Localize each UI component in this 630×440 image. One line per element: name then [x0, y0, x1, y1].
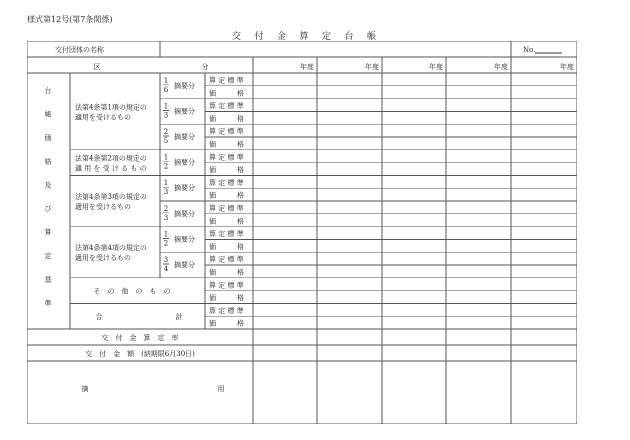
fraction-suffix: 摘要分	[174, 209, 195, 218]
fraction-denominator: 6	[163, 85, 169, 94]
section-label-bun: 分	[201, 63, 209, 71]
row-label-standard: 算 定 標 準	[209, 76, 244, 85]
row-label-price: 価 格	[209, 319, 244, 328]
vertical-label-char: 台	[44, 87, 52, 95]
ledger-table	[27, 41, 577, 424]
fraction-suffix: 摘要分	[174, 107, 195, 116]
fraction-denominator: 2	[163, 239, 169, 248]
row-label-price: 価 格	[209, 114, 244, 123]
vertical-label-char: 算	[44, 228, 52, 237]
vertical-label-char: 帳	[44, 110, 52, 119]
year-header: 年度	[560, 63, 574, 71]
fraction-numerator: 1	[163, 102, 169, 111]
remarks-label-second: 用	[217, 385, 225, 393]
group-label-line2: 適 用 を 受 け る も の	[75, 164, 147, 173]
group-label-line1: 法第4条第1項の規定の	[75, 103, 147, 112]
year-header: 年度	[429, 63, 443, 71]
row-label-standard: 算 定 標 準	[209, 306, 244, 315]
vertical-label-char: 価	[44, 134, 52, 143]
row-label-standard: 算 定 標 準	[209, 204, 244, 213]
total-label-second: 計	[175, 313, 183, 322]
total-label-first: 合	[95, 313, 103, 322]
vertical-label-char: び	[44, 205, 52, 213]
org-name-label: 交付団体の名称	[55, 46, 104, 54]
fraction-numerator: 1	[163, 76, 169, 85]
row-label-price: 価 格	[209, 217, 244, 226]
fraction-denominator: 3	[163, 213, 169, 222]
fraction-denominator: 4	[163, 265, 169, 273]
fraction-denominator: 3	[163, 188, 169, 197]
fraction-numerator: 1	[163, 153, 169, 162]
fraction-numerator: 2	[163, 204, 169, 213]
form-number: 様式第12号(第7条関係)	[27, 15, 113, 24]
row-label-standard: 算 定 標 準	[209, 127, 244, 136]
row-label-price: 価 格	[209, 140, 244, 149]
row-label-price: 価 格	[209, 268, 244, 277]
fraction-denominator: 2	[163, 162, 169, 171]
fraction-suffix: 摘要分	[174, 133, 195, 141]
group-label-line1: 法第4条第4項の規定の	[75, 244, 147, 253]
row-label-standard: 算 定 標 準	[209, 102, 244, 111]
no-label: No.	[523, 46, 536, 54]
fraction-numerator: 1	[163, 230, 169, 239]
group-label-line1: 法第4条第3項の規定の	[75, 193, 147, 201]
row-label-price: 価 格	[209, 242, 244, 251]
row-label-standard: 算 定 標 準	[209, 153, 244, 162]
vertical-label-char: 準	[44, 299, 52, 308]
row-label-standard: 算 定 標 準	[209, 255, 244, 264]
remarks-label-first: 摘	[81, 385, 89, 393]
fraction-numerator: 3	[163, 256, 169, 264]
year-header: 年度	[365, 63, 379, 71]
fraction-suffix: 摘要分	[174, 81, 195, 90]
fraction-suffix: 摘要分	[174, 184, 195, 193]
others-label: そ の 他 の も の	[93, 287, 171, 296]
row-label-standard: 算 定 標 準	[209, 178, 244, 187]
row-label-price: 価 格	[209, 166, 244, 175]
fraction-denominator: 3	[163, 111, 169, 120]
group-label-line1: 法第4条第2項の規定の	[75, 154, 147, 163]
row-label-standard: 算 定 標 準	[209, 281, 244, 290]
amount-label: 交 付 金 額 (納期限6月30日)	[85, 350, 195, 358]
row-label-price: 価 格	[209, 191, 244, 200]
group-label-line2: 適用を受けるもの	[75, 113, 131, 122]
fraction-suffix: 摘要分	[174, 158, 195, 167]
vertical-label-char: 基	[44, 275, 52, 284]
vertical-label-char: 及	[44, 181, 52, 190]
fraction-numerator: 1	[163, 179, 169, 188]
row-label-standard: 算 定 標 準	[209, 230, 244, 239]
group-label-line2: 適用を受けるもの	[75, 254, 131, 263]
row-label-price: 価 格	[209, 89, 244, 98]
document-title: 交付金算定台帳	[232, 32, 390, 42]
fraction-denominator: 5	[163, 137, 169, 145]
year-header: 年度	[300, 63, 314, 71]
section-label-ku: 区	[93, 63, 101, 71]
rate-label: 交 付 金 算 定 率	[101, 334, 179, 342]
fraction-numerator: 2	[163, 128, 169, 136]
year-header: 年度	[494, 63, 508, 71]
vertical-label-char: 格	[44, 157, 52, 166]
vertical-label-char: 定	[44, 252, 52, 261]
row-label-price: 価 格	[209, 294, 244, 303]
fraction-suffix: 摘要分	[174, 235, 195, 244]
fraction-suffix: 摘要分	[174, 261, 195, 269]
group-label-line2: 適用を受けるもの	[75, 203, 131, 211]
